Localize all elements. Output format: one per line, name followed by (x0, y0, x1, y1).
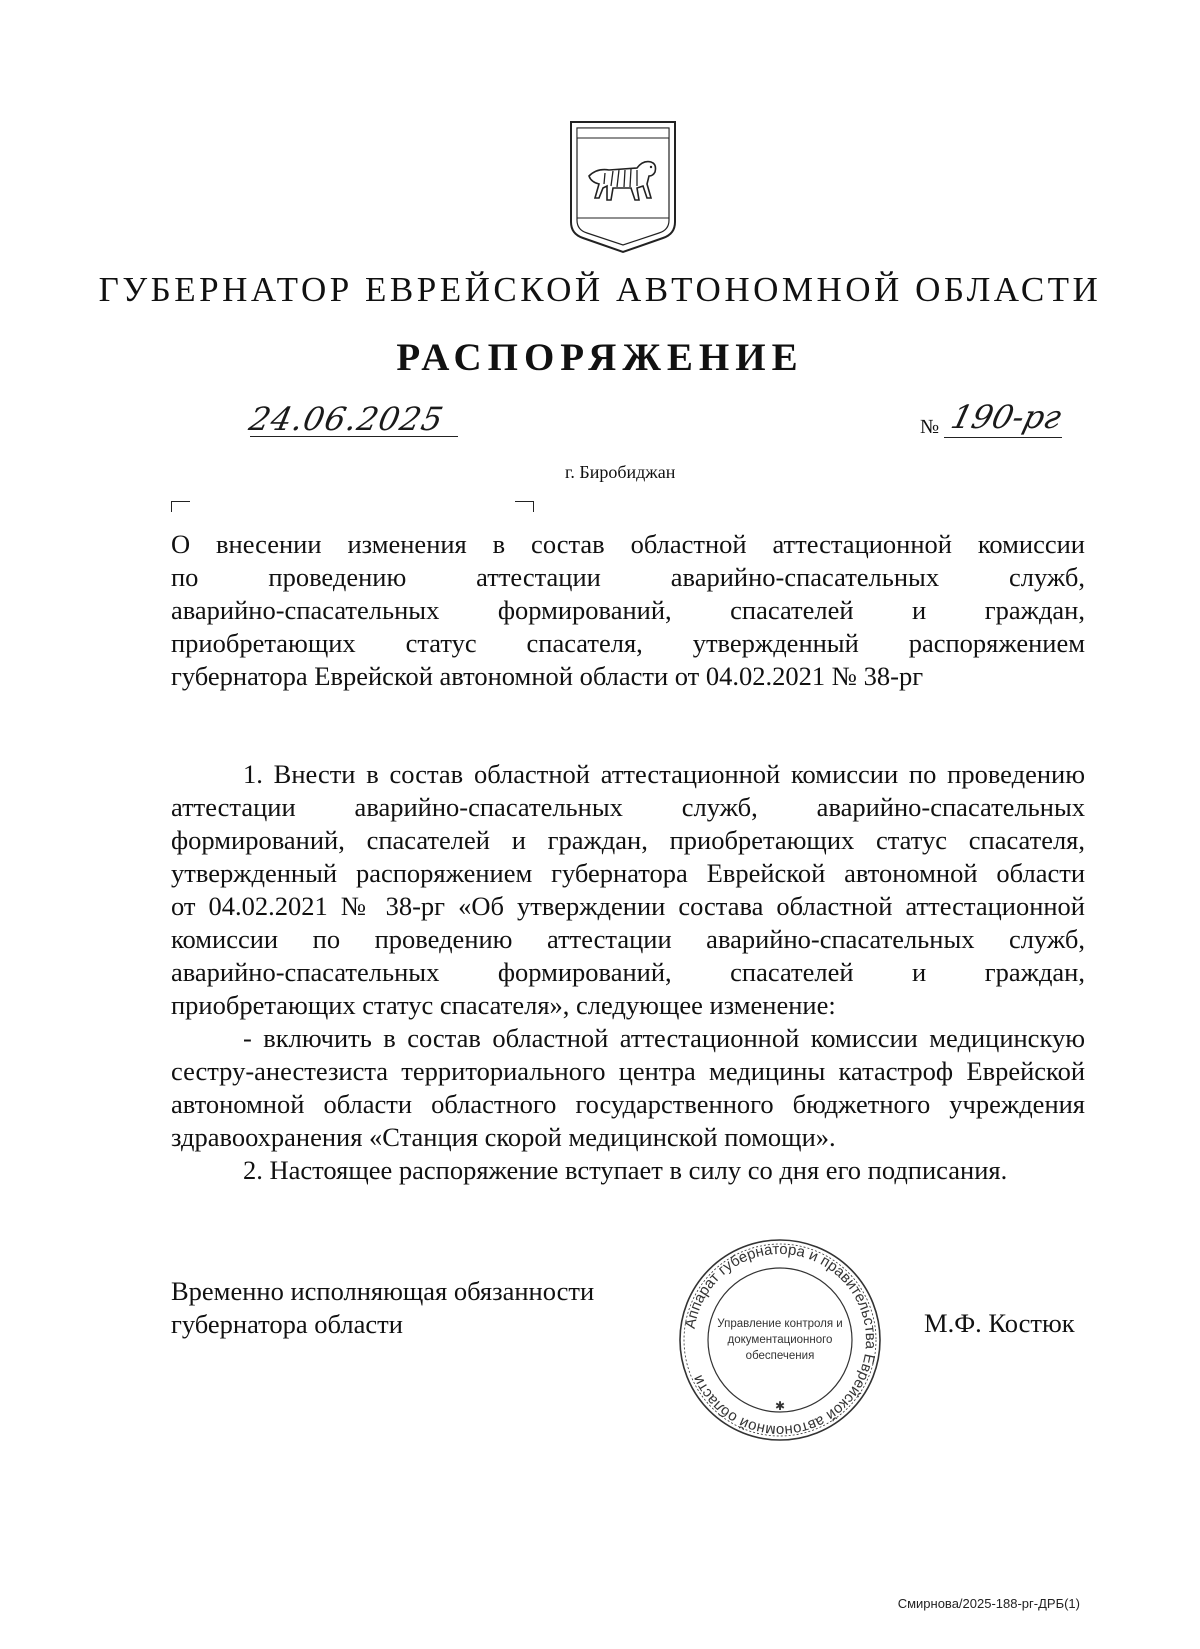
title-line: губернатора Еврейской автономной области от 04.02.2021 № 38-рг (171, 661, 924, 691)
document-title (171, 528, 1085, 693)
body-line: здравоохранения «Станция скорой медицинской помощи». (171, 1122, 836, 1152)
body-line: утвержденный распоряжением губернатора Еврейской автономной области (171, 858, 1085, 888)
document-type: РАСПОРЯЖЕНИЕ (396, 336, 804, 379)
stamp-inner-line: документационного (727, 1334, 833, 1346)
body-line: автономной области областного государственного бюджетного учреждения (171, 1089, 1085, 1119)
body-line: 1. Внести в состав областной аттестационной комиссии по проведению (243, 759, 1085, 789)
signer-position-line: Временно исполняющая обязанности (171, 1276, 595, 1306)
number-sign: № (920, 416, 940, 438)
tiger-coat-of-arms-icon (567, 118, 679, 256)
title-corner-right (515, 501, 534, 512)
title-line: по проведению аттестации аварийно-спасательных служб, (171, 562, 1085, 592)
official-stamp (675, 1235, 885, 1445)
date-underline (250, 436, 458, 437)
body-line: сестру-анестезиста территориального центра медицины катастроф Еврейской (171, 1056, 1085, 1086)
stamp-star-icon: ✱ (774, 1399, 786, 1413)
body-line: от 04.02.2021 № 38-рг «Об утверждении состава областной аттестационной (171, 891, 1085, 921)
title-line: аварийно-спасательных формирований, спасателей и граждан, (171, 595, 1085, 625)
issuing-authority: ГУБЕРНАТОР ЕВРЕЙСКОЙ АВТОНОМНОЙ ОБЛАСТИ (98, 270, 1102, 309)
document-body (171, 758, 1085, 1187)
document-footer-code: Смирнова/2025-188-рг-ДРБ(1) (897, 1596, 1080, 1611)
body-line: комиссии по проведению аттестации аварийно-спасательных служб, (171, 924, 1085, 954)
title-corner-left (171, 501, 190, 512)
body-line: формирований, спасателей и граждан, приобретающих статус спасателя, (171, 825, 1085, 855)
body-line: аварийно-спасательных формирований, спасателей и граждан, (171, 957, 1085, 987)
body-line: 2. Настоящее распоряжение вступает в силу со дня его подписания. (243, 1155, 1008, 1185)
stamp-inner-line: Управление контроля и (717, 1318, 843, 1330)
signer-position (171, 1275, 594, 1341)
coat-of-arms-emblem (567, 118, 679, 256)
number-underline (944, 437, 1062, 438)
stamp-outer-text: Аппарат губернатора и правительства Еврейской автономной области (681, 1240, 880, 1440)
stamp-inner-line: обеспечения (745, 1350, 815, 1362)
body-line: аттестации аварийно-спасательных служб, аварийно-спасательных (171, 792, 1085, 822)
title-line: О внесении изменения в состав областной аттестационной комиссии (171, 529, 1085, 559)
city: г. Биробиджан (565, 462, 676, 482)
body-line: приобретающих статус спасателя», следующее изменение: (171, 990, 836, 1020)
signer-position-line: губернатора области (171, 1309, 403, 1339)
title-line: приобретающих статус спасателя, утвержденный распоряжением (171, 628, 1085, 658)
document-number: 190-рг (947, 398, 1066, 436)
round-stamp-icon (675, 1235, 885, 1445)
body-line: - включить в состав областной аттестационной комиссии медицинскую (243, 1023, 1085, 1053)
signer-name: М.Ф. Костюк (924, 1308, 1075, 1338)
document-date: 24.06.2025 (245, 400, 448, 438)
